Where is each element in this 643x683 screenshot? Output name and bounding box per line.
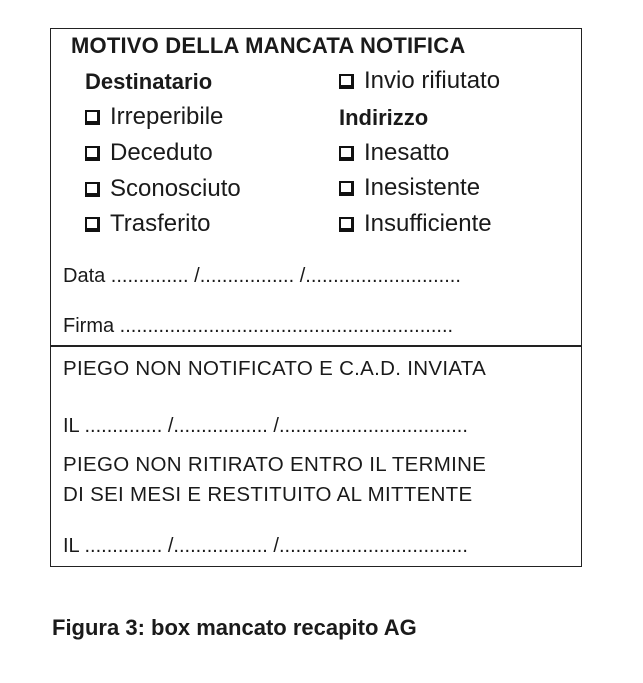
checkbox-icon[interactable] [339, 181, 354, 196]
firma-line[interactable]: Firma ............................................................ [63, 315, 454, 337]
option-insufficiente[interactable] [339, 210, 492, 238]
option-invio-rifiutato[interactable] [339, 67, 500, 95]
option-label: Inesatto [364, 139, 450, 166]
option-label: Trasferito [110, 210, 211, 237]
mancata-notifica-box [50, 28, 582, 567]
option-label: Inesistente [364, 174, 481, 201]
option-label: Invio rifiutato [364, 67, 501, 94]
option-deceduto[interactable] [85, 139, 213, 167]
piego-cad-text: PIEGO NON NOTIFICATO E C.A.D. INVIATA [63, 357, 487, 380]
section-divider [51, 345, 581, 347]
checkbox-icon[interactable] [85, 182, 100, 197]
checkbox-icon[interactable] [339, 74, 354, 89]
piego-ritirato-line-1: PIEGO NON RITIRATO ENTRO IL TERMINE [63, 453, 487, 476]
checkbox-icon[interactable] [85, 146, 100, 161]
option-irreperibile[interactable] [85, 103, 223, 131]
option-trasferito[interactable] [85, 210, 210, 238]
checkbox-icon[interactable] [85, 110, 100, 125]
option-inesatto[interactable] [339, 139, 449, 167]
option-label: Deceduto [110, 139, 213, 166]
option-label: Irreperibile [110, 103, 224, 130]
option-label: Sconosciuto [110, 175, 241, 202]
checkbox-icon[interactable] [85, 217, 100, 232]
destinatario-heading: Destinatario [85, 69, 213, 94]
il-line-2[interactable]: IL .............. /................. /.................................. [63, 535, 468, 557]
il-line-1[interactable]: IL .............. /................. /.................................. [63, 415, 468, 437]
option-inesistente[interactable] [339, 174, 480, 202]
option-label: Insufficiente [364, 210, 492, 237]
indirizzo-heading: Indirizzo [339, 105, 429, 130]
option-sconosciuto[interactable] [85, 175, 241, 203]
checkbox-icon[interactable] [339, 217, 354, 232]
data-line[interactable]: Data .............. /................. /............................ [63, 265, 461, 287]
piego-ritirato-line-2: DI SEI MESI E RESTITUITO AL MITTENTE [63, 483, 473, 506]
figure-caption: Figura 3: box mancato recapito AG [52, 615, 417, 640]
checkbox-icon[interactable] [339, 146, 354, 161]
box-title: MOTIVO DELLA MANCATA NOTIFICA [71, 33, 466, 58]
